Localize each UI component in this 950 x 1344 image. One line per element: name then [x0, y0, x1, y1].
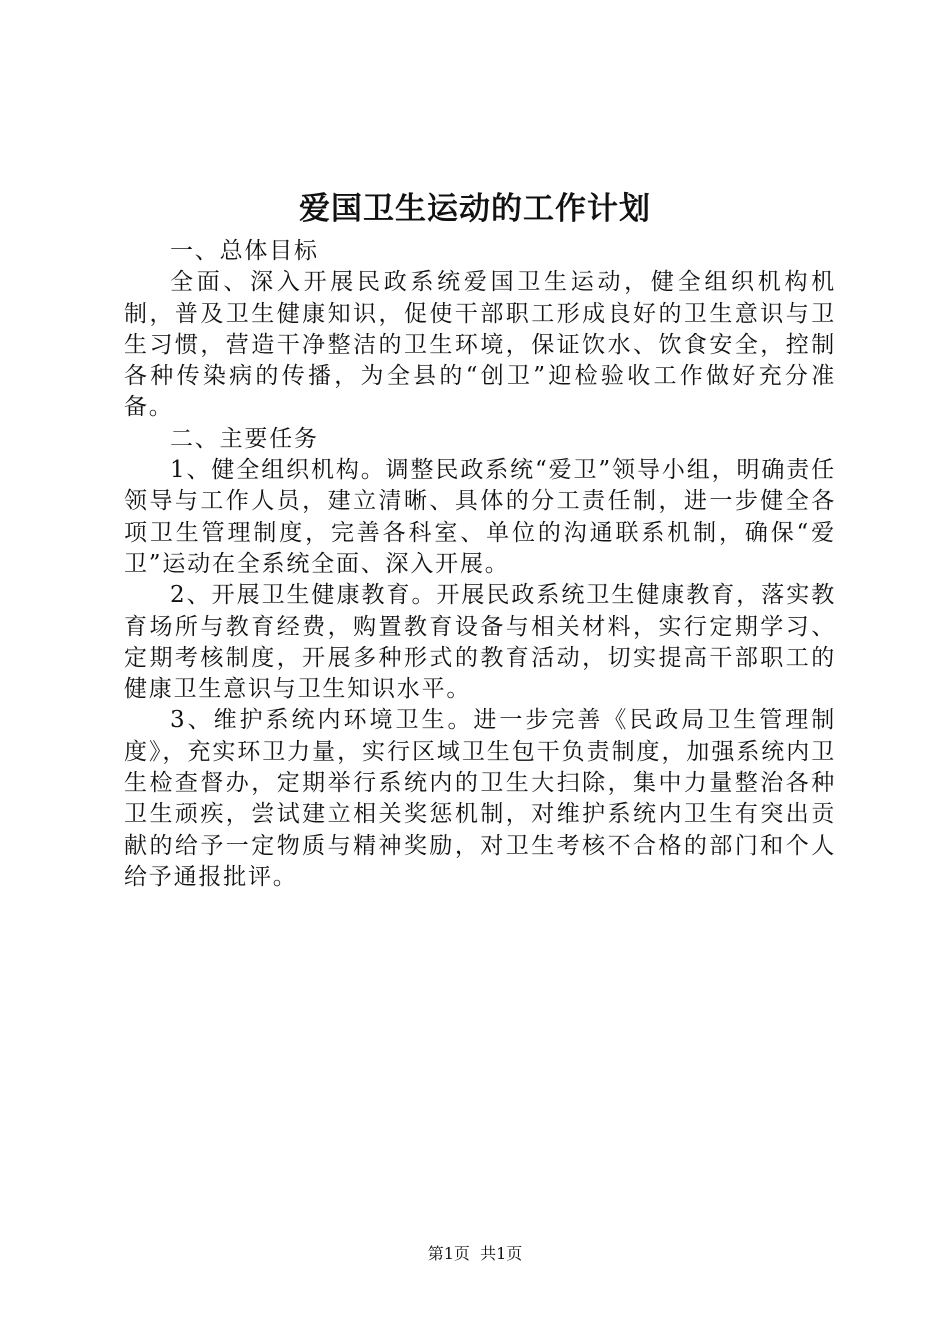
- page-number: 第1页 共1页: [427, 1244, 523, 1263]
- section-heading-tasks: 二、主要任务: [170, 425, 319, 452]
- paragraph-goals: 全面、深入开展民政系统爱国卫生运动，健全组织机构机制，普及卫生健康知识，促使干部职工形成良好的卫生意识与卫生习惯，营造干净整洁的卫生环境，保证饮水、饮食安全，控制各种传染病的传播，为全县的“创卫”迎检验收工作做好充分准备。: [124, 269, 836, 421]
- page-footer: [0, 1243, 950, 1265]
- document-title: 爱国卫生运动的工作计划: [299, 191, 651, 227]
- paragraph-task-1: 1、健全组织机构。调整民政系统“爱卫”领导小组，明确责任领导与工作人员，建立清晰、具体的分工责任制，进一步健全各项卫生管理制度，完善各科室、单位的沟通联系机制，确保“爱卫”运动在全系统全面、深入开展。: [124, 457, 836, 577]
- document-body: [124, 236, 836, 893]
- paragraph-task-3: 3、维护系统内环境卫生。进一步完善《民政局卫生管理制度》，充实环卫力量，实行区域卫生包干负责制度，加强系统内卫生检查督办，定期举行系统内的卫生大扫除，集中力量整治各种卫生顽疾，尝试建立相关奖惩机制，对维护系统内卫生有突出贡献的给予一定物质与精神奖励，对卫生考核不合格的部门和个人给予通报批评。: [124, 707, 836, 890]
- section-heading-goals: 一、总体目标: [170, 238, 319, 264]
- paragraph-task-2: 2、开展卫生健康教育。开展民政系统卫生健康教育，落实教育场所与教育经费，购置教育设备与相关材料，实行定期学习、定期考核制度，开展多种形式的教育活动，切实提高干部职工的健康卫生意识与卫生知识水平。: [124, 582, 836, 703]
